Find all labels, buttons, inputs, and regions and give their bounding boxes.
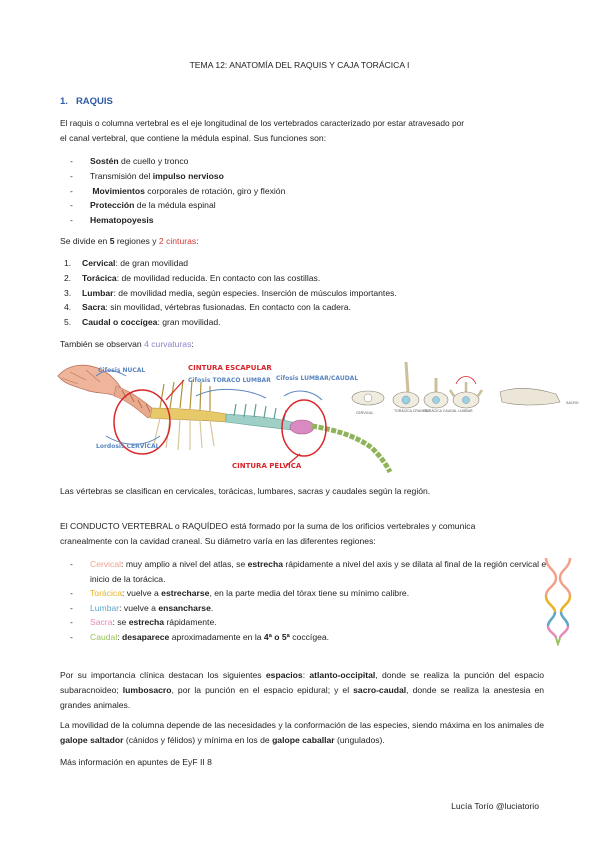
mobility-text: (cánidos y félidos) y mínima en los de (123, 735, 273, 745)
function-bold: Sostén (90, 156, 119, 166)
list-item: - Caudal: desaparece aproximadamente en la 4ª o 5ª coccígea. (70, 631, 330, 642)
list-item: - Sacra: se estrecha rápidamente. (70, 617, 217, 628)
cinturas-count: 2 cinturas (158, 236, 197, 246)
spine-illustration (56, 356, 596, 476)
label-toracica-craneal: TORÁCICA CRANEAL (394, 409, 430, 413)
canal-region-toracica: Torácica (90, 588, 122, 599)
canal-text-2: cranealmente con la cavidad craneal. Su diámetro varía en las diferentes regiones: (60, 536, 376, 546)
label-cifosis-toraco: Cifosis TORACO LUMBAR (188, 377, 271, 384)
label-sacro: SACRO (566, 401, 579, 405)
mobility-bold: galope saltador (60, 735, 124, 745)
caudal-vertebrae (312, 426, 390, 472)
curvatures-intro (60, 337, 544, 352)
canal-item-text: : vuelve a (119, 602, 159, 613)
regions-count: 5 (109, 236, 115, 246)
function-text: Transmisión del (90, 170, 153, 181)
section-title: RAQUIS (75, 96, 113, 107)
sacral-vertebrae (290, 420, 314, 434)
canal-width-diagram (540, 556, 576, 646)
canal-region-caudal: Caudal (90, 631, 118, 642)
mobility-bold: galope caballar (272, 735, 335, 745)
document-page: TEMA 12: ANATOMÍA DEL RAQUIS Y CAJA TORÁCICA I 1. RAQUIS El raquis o columna vertebral es el eje longitudinal de los vertebrados caracterizado por estar atravesado por el canal vertebral, que contiene la médula espinal. Sus funciones son: - Sostén de cuello y tronco - Transmisión del impulso nervioso - Movimientos corporales de rotación, giro y flexión - Protección de la médula espinal - Hematopoyesis Se divide en 5 regiones y 2 cinturas: 1. Cervical: de gran movilidad 2. Torácica: de movilidad reducida. En contacto con las costillas. 3. Lumbar: de movilidad media, según especies. Inserción de músculos importantes. 4. Sacra: sin movilidad, vértebras fusionadas. En contacto con la cadera. 5. Caudal o coccígea: gran movilidad. También se observan 4 curvaturas: Cifosis NUCAL CINTURA ESCAPULAR Cifosis TORACO LUMBAR Cifosis LUMBAR/CAUDAL Lordosis CERVICAL CINTURA PÉLVICA CERVICAL TORÁCICA CRANEAL TORÁCICA CAUDAL LUMBAR SACRO Las vértebras se clasifican en cervicales, torácicas, lumbares, sacras y caudales según la región. El CONDUCTO VERTEBRAL o RAQUÍDEO está formado por la suma de los orificios vertebrales y comunica cranealmente con la cavidad craneal. Su diámetro varía en las diferentes regiones: - Cervical: muy amplio a nivel del atlas, se estrecha rápidamente a nivel del axis y se dilata al final de la región cervical e inicio de la torácica. - Torácica: vuelve a estrecharse, en la parte media del tórax tiene su mínimo calibre. - Lumbar: vuelve a ensancharse. - Sacra: se estrecha rápidamente. - Caudal: desaparece aproximadamente en la 4ª o 5ª coccígea. Por su importancia clínica destacan los siguientes espacios: atlanto-occipital, donde se realiza la punción del espacio subaracnoideo; lumbosacro, por la punción en el espacio epidural; y el sacro-caudal, donde se realiza la anestesia en grandes animales. La movilidad de la columna depende de las necesidades y la conformación de las especies, siendo máxima en los animales de galope saltador (cánidos y félidos) y mínima en los de galope caballar (ungulados). Más información en apuntes de EyF II 8 Lucía Torío @luciatorio (0, 0, 599, 848)
region-number: 1. (64, 258, 72, 268)
canal-item-text: : (117, 631, 123, 642)
curvatures-text: : (191, 339, 194, 349)
curvatures-text: También se observan (60, 339, 145, 349)
canal-item-text: rápidamente. (164, 617, 217, 628)
region-text: : de movilidad media, según especies. Inserción de músculos importantes. (113, 287, 397, 298)
canal-paragraph (60, 519, 544, 549)
mobility-text: (ungulados). (334, 735, 385, 745)
canal-text: está formado por la suma de los orificios vertebrales y comunica (227, 521, 476, 531)
canal-item-text: : muy amplio a nivel del atlas, se (121, 559, 248, 569)
vertebra-sacro (500, 388, 579, 405)
list-item: - Torácica: vuelve a estrecharse, en la parte media del tórax tiene su mínimo calibre. (70, 588, 410, 599)
regions-intro (60, 234, 544, 249)
region-text: : de movilidad reducida. En contacto con las costillas. (116, 272, 321, 283)
canal-item-bold: desaparece (122, 631, 170, 642)
canal-item-bold: ensancharse (158, 602, 211, 613)
function-text: corporales de rotación, giro y flexión (144, 185, 286, 196)
spaces-text: Por su importancia clínica destacan los siguientes (60, 670, 266, 680)
intro-paragraph (60, 116, 544, 146)
label-cervical: CERVICAL (356, 411, 374, 415)
function-bold: Protección (90, 200, 135, 211)
region-name: Cervical (82, 258, 116, 268)
canal-item-bold: 4ª o 5ª (263, 631, 290, 642)
canal-item-text: , en la parte media del tórax tiene su mínimo calibre. (209, 588, 410, 599)
region-number: 4. (64, 302, 72, 313)
regions-intro-text: Se divide en (60, 236, 110, 246)
canal-list (60, 557, 560, 645)
canal-region-lumbar: Lumbar (90, 602, 120, 613)
section-heading (60, 96, 113, 107)
region-number: 3. (64, 287, 72, 298)
function-bold: Movimientos (90, 185, 145, 196)
function-text: de la médula espinal (134, 200, 216, 211)
list-item: - Lumbar: vuelve a ensancharse. (70, 602, 214, 613)
list-item: - Cervical: muy amplio a nivel del atlas, se estrecha rápidamente a nivel del axis y se dilata al final de la región cervical e inicio de la torácica. (70, 559, 547, 584)
spaces-paragraph (60, 668, 544, 713)
canal-region-sacra: Sacra (90, 617, 113, 628)
spaces-bold: atlanto-occipital (309, 670, 376, 680)
canal-item-text: coccígea. (289, 631, 330, 642)
region-text: : sin movilidad, vértebras fusionadas. En contacto con la cadera. (105, 302, 351, 313)
canal-item-bold: estrecha (128, 617, 165, 628)
canal-term: El CONDUCTO VERTEBRAL o RAQUÍDEO (60, 521, 228, 531)
label-cintura-escapular: CINTURA ESCAPULAR (188, 364, 272, 372)
canal-item-text: : vuelve a (122, 588, 162, 599)
label-lumbar: LUMBAR (458, 409, 473, 413)
canal-item-text: rápidamente a nivel del axis y se dilata al final de la región cervical e inicio de la torácica. (90, 559, 547, 584)
intro-line-2: el canal vertebral, que contiene la médula espinal. Sus funciones son: (60, 133, 327, 143)
function-bold: Hematopoyesis (90, 215, 154, 226)
spaces-text: , donde se realiza la punción del espacio subaracnoideo; (60, 670, 544, 695)
label-cintura-pelvica: CINTURA PÉLVICA (232, 462, 302, 470)
spaces-bold: lumbosacro (122, 685, 172, 695)
vertebra-toracica-caudal (424, 378, 457, 413)
curvatures-count: 4 curvaturas (144, 339, 192, 349)
classification-text: Las vértebras se clasifican en cervicales, torácicas, lumbares, sacras y caudales según la región. (60, 486, 431, 496)
page-title: TEMA 12: ANATOMÍA DEL RAQUIS Y CAJA TORÁCICA I (189, 60, 410, 70)
region-name: Torácica (82, 272, 117, 283)
canal-item-bold: estrecha (247, 559, 283, 569)
canal-item-text: : se (112, 617, 129, 628)
region-name: Sacra (82, 302, 106, 313)
regions-intro-text: : (196, 236, 199, 246)
mobility-paragraph (60, 718, 544, 748)
function-text: de cuello y tronco (118, 156, 189, 166)
intro-line-1: El raquis o columna vertebral es el eje longitudinal de los vertebrados caracterizado por estar atravesado por (60, 118, 465, 128)
label-cifosis-lumbar: Cifosis LUMBAR/CAUDAL (276, 375, 359, 382)
canal-item-text: aproximadamente en la (169, 631, 264, 642)
section-number: 1. (60, 96, 68, 107)
canal-item-text: . (210, 602, 214, 613)
region-text: : gran movilidad. (157, 317, 221, 328)
label-lordosis: Lordosis CERVICAL (96, 443, 160, 450)
label-toracica-caudal: TORÁCICA CAUDAL (424, 409, 457, 413)
cifosis-lumbar-arc (284, 391, 322, 400)
mobility-text: La movilidad de la columna depende de las necesidades y la conformación de las especies, siendo máxima en los animales de (60, 720, 544, 730)
cifosis-toraco-arc (196, 389, 266, 398)
canal-region-cervical: Cervical (90, 559, 122, 569)
spaces-text: : (302, 670, 310, 680)
region-name: Lumbar (82, 287, 114, 298)
spaces-text: , por la punción en el espacio epidural; y el (171, 685, 354, 695)
region-number: 5. (64, 317, 72, 328)
canal-item-bold: estrecharse (161, 588, 210, 599)
spaces-text: , donde se realiza la anestesia en grandes animales. (60, 685, 545, 710)
more-info: Más información en apuntes de EyF II 8 (60, 757, 212, 767)
regions-intro-text: regiones y (114, 236, 159, 246)
spaces-bold: sacro-caudal (353, 685, 407, 695)
region-text: : de gran movilidad (115, 258, 189, 268)
function-bold: impulso nervioso (152, 170, 224, 181)
vertebra-toracica-craneal (393, 362, 429, 413)
region-number: 2. (64, 272, 72, 283)
spaces-bold: espacios (265, 670, 303, 680)
label-cifosis-nucal: Cifosis NUCAL (98, 367, 146, 374)
author-signature: Lucía Torío @luciatorio (451, 801, 539, 811)
spine-figure (56, 356, 596, 476)
region-name: Caudal o coccígea (82, 317, 158, 328)
vertebra-cervical (352, 391, 384, 415)
